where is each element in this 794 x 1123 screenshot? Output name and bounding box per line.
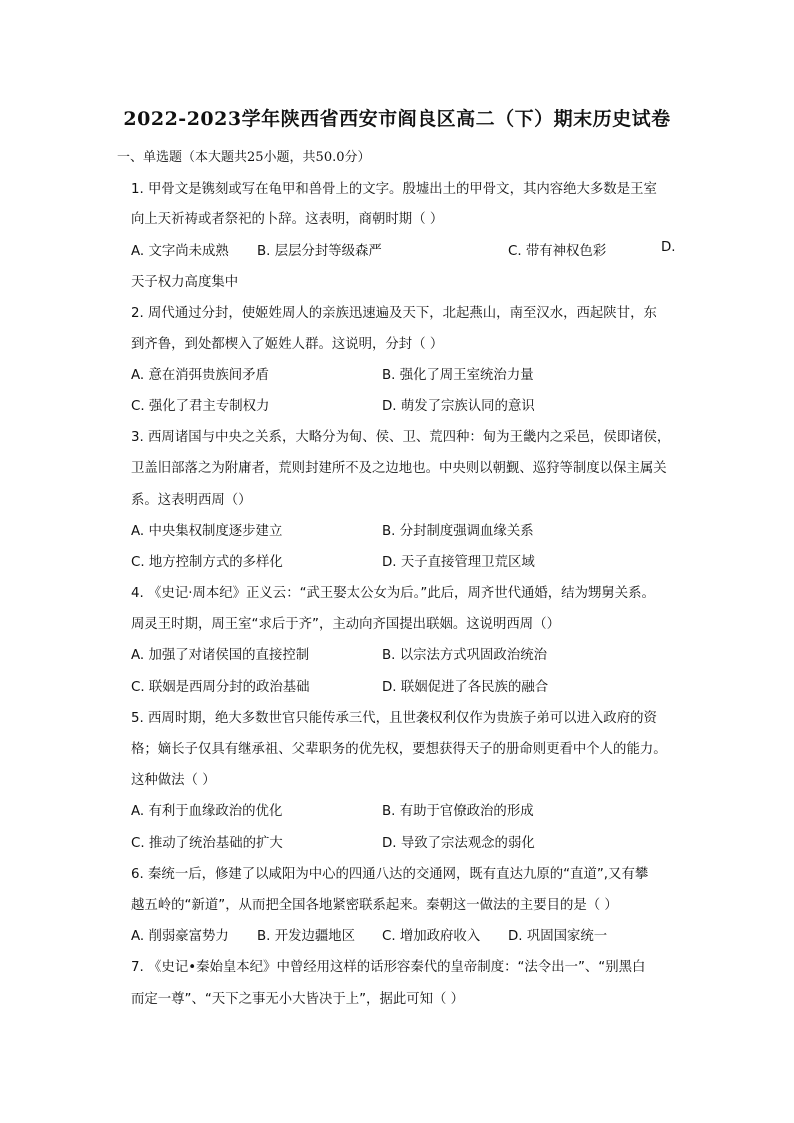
question-2-line-2: 到齐鲁，到处都楔入了姬姓人群。这说明，分封（ ）	[131, 337, 444, 352]
q3-option-d: D. 天子直接管理卫荒区域	[382, 555, 535, 570]
q1-option-d: D.	[661, 240, 676, 255]
q6-option-c: C. 增加政府收入	[382, 929, 481, 944]
q3-option-b: B. 分封制度强调血缘关系	[382, 524, 534, 539]
q3-option-c: C. 地方控制方式的多样化	[131, 555, 283, 570]
question-2-line-1: 2. 周代通过分封，使姬姓周人的亲族迅速遍及天下，北起燕山，南至汉水，西起陕甘，东	[131, 306, 657, 321]
question-6-line-1: 6. 秦统一后，修建了以咸阳为中心的四通八达的交通网，既有直达九原的“直道”,又有攀	[131, 867, 649, 882]
question-6-line-2: 越五岭的“新道”，从而把全国各地紧密联系起来。秦朝这一做法的主要目的是（ ）	[131, 898, 618, 913]
q1-option-b: B. 层层分封等级森严	[257, 244, 382, 259]
question-3-line-2: 卫盖旧部落之为附庸者，荒则封建所不及之边地也。中央则以朝觐、巡狩等制度以保主属关	[131, 461, 667, 476]
q6-option-d: D. 巩固国家统一	[508, 929, 608, 944]
question-4-line-2: 周灵王时期，周王室“求后于齐”，主动向齐国提出联姻。这说明西周（）	[131, 617, 560, 632]
q2-option-d: D. 萌发了宗族认同的意识	[382, 399, 535, 414]
question-3-line-3: 系。这表明西周（）	[131, 493, 252, 508]
q1-option-c: C. 带有神权色彩	[508, 244, 607, 259]
question-5-line-1: 5. 西周时期，绝大多数世官只能传承三代，且世袭权利仅作为贵族子弟可以进入政府的资	[131, 711, 657, 726]
q5-option-d: D. 导致了宗法观念的弱化	[382, 836, 535, 851]
q5-option-c: C. 推动了统治基础的扩大	[131, 836, 283, 851]
q4-option-b: B. 以宗法方式巩固政治统治	[382, 648, 547, 663]
question-4-line-1: 4. 《史记·周本纪》正义云：“武王娶太公女为后。”此后，周齐世代通婚，结为甥舅关系。	[131, 586, 655, 601]
q2-option-b: B. 强化了周王室统治力量	[382, 368, 534, 383]
q4-option-d: D. 联姻促进了各民族的融合	[382, 680, 549, 695]
question-3-line-1: 3. 西周诸国与中央之关系，大略分为甸、侯、卫、荒四种：甸为王畿内之采邑，侯即诸侯，	[131, 430, 671, 445]
question-1-line-2: 向上天祈祷或者祭祀的卜辞。这表明，商朝时期（ ）	[131, 212, 444, 227]
q2-option-c: C. 强化了君主专制权力	[131, 399, 270, 414]
question-5-line-3: 这种做法（ ）	[131, 773, 216, 788]
q5-option-a: A. 有利于血缘政治的优化	[131, 804, 283, 819]
q4-option-a: A. 加强了对诸侯国的直接控制	[131, 648, 310, 663]
section-heading: 一、单选题（本大题共25小题，共50.0分）	[117, 150, 371, 165]
q4-option-c: C. 联姻是西周分封的政治基础	[131, 680, 310, 695]
question-1-line-1: 1. 甲骨文是镌刻或写在龟甲和兽骨上的文字。殷墟出土的甲骨文，其内容绝大多数是王室	[131, 182, 657, 197]
q1-option-d-continued: 天子权力高度集中	[131, 275, 239, 290]
q1-option-a: A. 文字尚未成熟	[131, 244, 229, 259]
exam-title: 2022-2023学年陕西省西安市阎良区高二（下）期末历史试卷	[123, 108, 671, 130]
question-5-line-2: 格；嫡长子仅具有继承祖、父辈职务的优先权，要想获得天子的册命则更看中个人的能力。	[131, 742, 667, 757]
q6-option-a: A. 削弱豪富势力	[131, 929, 229, 944]
question-7-line-1: 7. 《史记•秦始皇本纪》中曾经用这样的话形容秦代的皇帝制度：“法令出一”、“别黑白	[131, 960, 646, 975]
q3-option-a: A. 中央集权制度逐步建立	[131, 524, 283, 539]
q2-option-a: A. 意在消弭贵族间矛盾	[131, 368, 269, 383]
q5-option-b: B. 有助于官僚政治的形成	[382, 804, 534, 819]
question-7-line-2: 而定一尊”、“天下之事无小大皆决于上”，据此可知（ ）	[131, 992, 465, 1007]
q6-option-b: B. 开发边疆地区	[257, 929, 356, 944]
